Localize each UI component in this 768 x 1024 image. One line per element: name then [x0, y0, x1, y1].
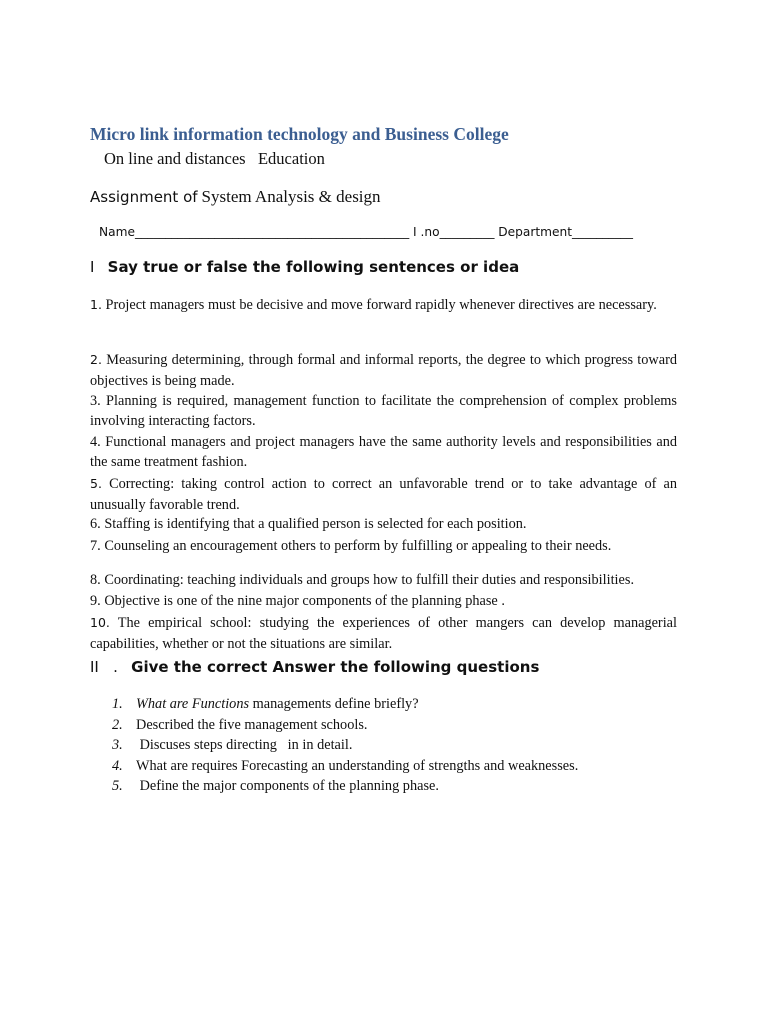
- section-2-number: II .: [90, 658, 118, 676]
- section-1-title: Say true or false the following sentences or idea: [107, 258, 520, 276]
- section-2-title: Give the correct Answer the following questions: [131, 658, 540, 676]
- program-subtitle: On line and distances Education: [104, 149, 325, 168]
- question-list: [112, 694, 578, 797]
- statement-item: 7. Counseling an encouragement others to perform by fulfilling or appealing to their needs.: [90, 538, 612, 554]
- question-item: 1. What are Functions managements define briefly?: [112, 696, 419, 712]
- student-info-line: Name_____________________________________________ I .no_________ Department__________: [99, 225, 633, 239]
- statement-item: 6. Staffing is identifying that a qualified person is selected for each position.: [90, 516, 527, 532]
- statement-item: 5. Correcting: taking control action to correct an unfavorable trend or to take advantage of an unusually favorable trend.: [90, 476, 678, 513]
- question-item: 4. What are requires Forecasting an understanding of strengths and weaknesses.: [112, 757, 579, 774]
- statement-item: 9. Objective is one of the nine major components of the planning phase .: [90, 593, 505, 609]
- statement-item: 4. Functional managers and project managers have the same authority levels and responsibilities and the same treatment fashion.: [90, 434, 678, 470]
- college-title: Micro link information technology and Business College: [90, 124, 509, 144]
- assignment-subject: System Analysis & design: [201, 187, 381, 206]
- statement-item: 2. Measuring determining, through formal and informal reports, the degree to which progress toward objectives is being made.: [90, 352, 678, 389]
- question-item: 5. Define the major components of the planning phase.: [112, 778, 439, 794]
- statement-item: 10. The empirical school: studying the experiences of other mangers can develop managerial capabilities, whether or not the situations are similar.: [90, 615, 677, 652]
- assignment-line: [90, 187, 381, 207]
- question-item: 3. Discuses steps directing in in detail.: [112, 737, 353, 753]
- statement-item: 1. Project managers must be decisive and move forward rapidly whenever directives are necessary.: [90, 297, 657, 313]
- statement-item: 3. Planning is required, management function to facilitate the comprehension of complex problems involving interacting factors.: [90, 393, 688, 429]
- question-item: 2. Described the five management schools.: [112, 716, 368, 733]
- assignment-prefix: Assignment of: [90, 188, 198, 206]
- statement-item: 8. Coordinating: teaching individuals and groups how to fulfill their duties and responsibilities.: [90, 572, 635, 588]
- section-1-heading: [90, 258, 519, 276]
- section-1-number: I: [90, 258, 95, 276]
- section-2-heading: [90, 658, 539, 676]
